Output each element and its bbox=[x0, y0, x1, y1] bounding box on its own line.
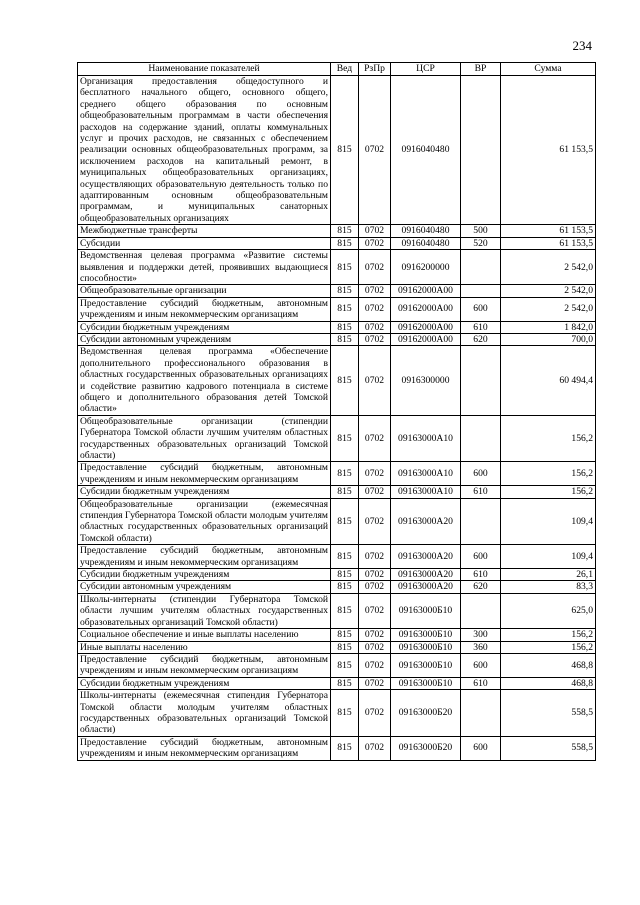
table-row bbox=[78, 346, 596, 415]
row-csr: 09163000А20 bbox=[391, 581, 461, 593]
row-vr: 600 bbox=[461, 297, 501, 321]
row-rzpr: 0702 bbox=[359, 225, 391, 237]
row-rzpr: 0702 bbox=[359, 498, 391, 545]
row-csr: 09163000А20 bbox=[391, 545, 461, 569]
row-rzpr: 0702 bbox=[359, 297, 391, 321]
row-csr: 09163000А10 bbox=[391, 415, 461, 462]
row-sum: 625,0 bbox=[501, 593, 596, 628]
row-name: Субсидии автономным учреждениям bbox=[78, 581, 331, 593]
row-rzpr: 0702 bbox=[359, 677, 391, 689]
row-rzpr: 0702 bbox=[359, 346, 391, 415]
table-row bbox=[78, 225, 596, 237]
row-csr: 09162000А00 bbox=[391, 285, 461, 297]
row-sum: 2 542,0 bbox=[501, 250, 596, 285]
row-sum: 700,0 bbox=[501, 333, 596, 345]
row-ved: 815 bbox=[331, 297, 359, 321]
row-ved: 815 bbox=[331, 415, 359, 462]
table-row bbox=[78, 498, 596, 545]
row-csr: 09163000Б10 bbox=[391, 641, 461, 653]
row-rzpr: 0702 bbox=[359, 333, 391, 345]
row-ved: 815 bbox=[331, 545, 359, 569]
header-ved: Вед bbox=[331, 63, 359, 76]
row-rzpr: 0702 bbox=[359, 415, 391, 462]
row-sum: 109,4 bbox=[501, 545, 596, 569]
budget-table bbox=[77, 62, 596, 761]
row-sum: 468,8 bbox=[501, 653, 596, 677]
row-sum: 2 542,0 bbox=[501, 285, 596, 297]
table-row bbox=[78, 297, 596, 321]
row-ved: 815 bbox=[331, 569, 359, 581]
header-name: Наименование показателей bbox=[78, 63, 331, 76]
row-vr bbox=[461, 346, 501, 415]
row-name: Общеобразовательные организации (ежемесячная стипендия Губернатора Томской области молодым учителям областных государственных образовательных организаций Томской области) bbox=[78, 498, 331, 545]
row-name: Предоставление субсидий бюджетным, автономным учреждениям и иным некоммерческим организациям bbox=[78, 653, 331, 677]
row-name: Субсидии автономным учреждениям bbox=[78, 333, 331, 345]
header-vr: ВР bbox=[461, 63, 501, 76]
row-ved: 815 bbox=[331, 593, 359, 628]
table-row bbox=[78, 581, 596, 593]
row-name: Предоставление субсидий бюджетным, автономным учреждениям и иным некоммерческим организациям bbox=[78, 545, 331, 569]
row-csr: 09163000Б10 bbox=[391, 629, 461, 641]
table-row bbox=[78, 237, 596, 249]
row-csr: 0916300000 bbox=[391, 346, 461, 415]
row-rzpr: 0702 bbox=[359, 462, 391, 486]
row-vr: 360 bbox=[461, 641, 501, 653]
row-name: Межбюджетные трансферты bbox=[78, 225, 331, 237]
row-ved: 815 bbox=[331, 321, 359, 333]
row-vr bbox=[461, 250, 501, 285]
row-sum: 2 542,0 bbox=[501, 297, 596, 321]
row-ved: 815 bbox=[331, 498, 359, 545]
row-vr: 620 bbox=[461, 581, 501, 593]
row-name: Ведомственная целевая программа «Обеспечение дополнительного профессионального образования в областных государственных образовательных организациях и содействие развитию кадрового потенциала в системе общего и дополнительного образования детей Томской области» bbox=[78, 346, 331, 415]
row-sum: 83,3 bbox=[501, 581, 596, 593]
row-ved: 815 bbox=[331, 225, 359, 237]
row-rzpr: 0702 bbox=[359, 545, 391, 569]
row-name: Общеобразовательные организации bbox=[78, 285, 331, 297]
row-vr: 620 bbox=[461, 333, 501, 345]
row-csr: 09162000А00 bbox=[391, 321, 461, 333]
row-vr: 610 bbox=[461, 486, 501, 498]
row-sum: 1 842,0 bbox=[501, 321, 596, 333]
header-rzpr: РзПр bbox=[359, 63, 391, 76]
table-row bbox=[78, 690, 596, 737]
row-vr: 600 bbox=[461, 462, 501, 486]
row-rzpr: 0702 bbox=[359, 76, 391, 225]
row-ved: 815 bbox=[331, 653, 359, 677]
table-row bbox=[78, 545, 596, 569]
row-csr: 0916040480 bbox=[391, 225, 461, 237]
row-sum: 156,2 bbox=[501, 641, 596, 653]
row-name: Школы-интернаты (стипендии Губернатора Томской области лучшим учителям областных государственных образовательных организаций Томской области) bbox=[78, 593, 331, 628]
row-sum: 60 494,4 bbox=[501, 346, 596, 415]
row-ved: 815 bbox=[331, 690, 359, 737]
row-vr bbox=[461, 593, 501, 628]
row-csr: 09163000Б20 bbox=[391, 736, 461, 760]
row-sum: 468,8 bbox=[501, 677, 596, 689]
row-csr: 09163000Б10 bbox=[391, 653, 461, 677]
row-name: Организация предоставления общедоступного и бесплатного начального общего, основного общего, среднего общего образования по основным общеобразовательным программам в части обеспечения расходов на содержание зданий, оплаты коммунальных услуг и прочих расходов, не связанных с обеспечением реализации основных общеобразовательных программ, за исключением расходов на капитальный ремонт, в муниципальных общеобразовательных организациях, осуществляющих образовательную деятельность только по адаптированным основным общеобразовательным программам, и муниципальных санаторных общеобразовательных организациях bbox=[78, 76, 331, 225]
row-vr: 500 bbox=[461, 225, 501, 237]
row-rzpr: 0702 bbox=[359, 736, 391, 760]
row-vr: 300 bbox=[461, 629, 501, 641]
row-sum: 109,4 bbox=[501, 498, 596, 545]
table-row bbox=[78, 653, 596, 677]
row-rzpr: 0702 bbox=[359, 237, 391, 249]
row-vr bbox=[461, 415, 501, 462]
table-header-row bbox=[78, 63, 596, 76]
row-sum: 156,2 bbox=[501, 486, 596, 498]
row-vr bbox=[461, 498, 501, 545]
row-rzpr: 0702 bbox=[359, 486, 391, 498]
row-rzpr: 0702 bbox=[359, 641, 391, 653]
row-csr: 09162000А00 bbox=[391, 333, 461, 345]
table-row bbox=[78, 285, 596, 297]
table-row bbox=[78, 569, 596, 581]
row-name: Субсидии бюджетным учреждениям bbox=[78, 321, 331, 333]
row-ved: 815 bbox=[331, 250, 359, 285]
row-vr bbox=[461, 285, 501, 297]
row-name: Школы-интернаты (ежемесячная стипендия Губернатора Томской области молодым учителям областных государственных образовательных организаций Томской области) bbox=[78, 690, 331, 737]
table-row bbox=[78, 76, 596, 225]
row-ved: 815 bbox=[331, 677, 359, 689]
row-rzpr: 0702 bbox=[359, 569, 391, 581]
row-vr: 520 bbox=[461, 237, 501, 249]
table-body bbox=[78, 76, 596, 761]
row-csr: 09163000А20 bbox=[391, 569, 461, 581]
row-sum: 156,2 bbox=[501, 462, 596, 486]
table-row bbox=[78, 677, 596, 689]
row-rzpr: 0702 bbox=[359, 593, 391, 628]
row-name: Предоставление субсидий бюджетным, автономным учреждениям и иным некоммерческим организациям bbox=[78, 736, 331, 760]
header-csr: ЦСР bbox=[391, 63, 461, 76]
row-ved: 815 bbox=[331, 581, 359, 593]
row-csr: 09163000Б10 bbox=[391, 593, 461, 628]
table-row bbox=[78, 250, 596, 285]
row-name: Предоставление субсидий бюджетным, автономным учреждениям и иным некоммерческим организациям bbox=[78, 462, 331, 486]
row-sum: 61 153,5 bbox=[501, 76, 596, 225]
row-name: Общеобразовательные организации (стипендии Губернатора Томской области лучшим учителям областных государственных образовательных организаций Томской области) bbox=[78, 415, 331, 462]
row-csr: 0916200000 bbox=[391, 250, 461, 285]
row-vr: 600 bbox=[461, 653, 501, 677]
row-rzpr: 0702 bbox=[359, 629, 391, 641]
row-csr: 09162000А00 bbox=[391, 297, 461, 321]
row-rzpr: 0702 bbox=[359, 250, 391, 285]
table-row bbox=[78, 415, 596, 462]
row-rzpr: 0702 bbox=[359, 653, 391, 677]
row-vr: 600 bbox=[461, 545, 501, 569]
row-name: Предоставление субсидий бюджетным, автономным учреждениям и иным некоммерческим организациям bbox=[78, 297, 331, 321]
row-csr: 09163000А10 bbox=[391, 486, 461, 498]
row-ved: 815 bbox=[331, 346, 359, 415]
row-name: Ведомственная целевая программа «Развитие системы выявления и поддержки детей, проявивших выдающиеся способности» bbox=[78, 250, 331, 285]
row-vr: 600 bbox=[461, 736, 501, 760]
row-name: Субсидии бюджетным учреждениям bbox=[78, 569, 331, 581]
row-vr: 610 bbox=[461, 677, 501, 689]
row-sum: 61 153,5 bbox=[501, 225, 596, 237]
table-row bbox=[78, 486, 596, 498]
row-rzpr: 0702 bbox=[359, 690, 391, 737]
row-ved: 815 bbox=[331, 736, 359, 760]
row-name: Иные выплаты населению bbox=[78, 641, 331, 653]
row-sum: 156,2 bbox=[501, 629, 596, 641]
row-sum: 61 153,5 bbox=[501, 237, 596, 249]
row-sum: 558,5 bbox=[501, 690, 596, 737]
row-vr bbox=[461, 76, 501, 225]
row-csr: 09163000А20 bbox=[391, 498, 461, 545]
row-ved: 815 bbox=[331, 486, 359, 498]
row-sum: 26,1 bbox=[501, 569, 596, 581]
row-rzpr: 0702 bbox=[359, 581, 391, 593]
row-rzpr: 0702 bbox=[359, 285, 391, 297]
row-ved: 815 bbox=[331, 629, 359, 641]
row-name: Социальное обеспечение и иные выплаты населению bbox=[78, 629, 331, 641]
table-row bbox=[78, 462, 596, 486]
row-sum: 156,2 bbox=[501, 415, 596, 462]
row-csr: 0916040480 bbox=[391, 76, 461, 225]
page-number: 234 bbox=[572, 38, 592, 53]
row-ved: 815 bbox=[331, 285, 359, 297]
table-row bbox=[78, 321, 596, 333]
row-ved: 815 bbox=[331, 333, 359, 345]
row-rzpr: 0702 bbox=[359, 321, 391, 333]
table-row bbox=[78, 593, 596, 628]
row-ved: 815 bbox=[331, 237, 359, 249]
row-sum: 558,5 bbox=[501, 736, 596, 760]
row-ved: 815 bbox=[331, 641, 359, 653]
row-name: Субсидии bbox=[78, 237, 331, 249]
row-name: Субсидии бюджетным учреждениям bbox=[78, 486, 331, 498]
row-vr: 610 bbox=[461, 321, 501, 333]
table-row bbox=[78, 641, 596, 653]
row-csr: 09163000Б20 bbox=[391, 690, 461, 737]
row-csr: 0916040480 bbox=[391, 237, 461, 249]
row-ved: 815 bbox=[331, 462, 359, 486]
row-vr bbox=[461, 690, 501, 737]
row-vr: 610 bbox=[461, 569, 501, 581]
row-name: Субсидии бюджетным учреждениям bbox=[78, 677, 331, 689]
row-csr: 09163000А10 bbox=[391, 462, 461, 486]
table-row bbox=[78, 736, 596, 760]
table-row bbox=[78, 333, 596, 345]
row-csr: 09163000Б10 bbox=[391, 677, 461, 689]
table-row bbox=[78, 629, 596, 641]
header-sum: Сумма bbox=[501, 63, 596, 76]
row-ved: 815 bbox=[331, 76, 359, 225]
